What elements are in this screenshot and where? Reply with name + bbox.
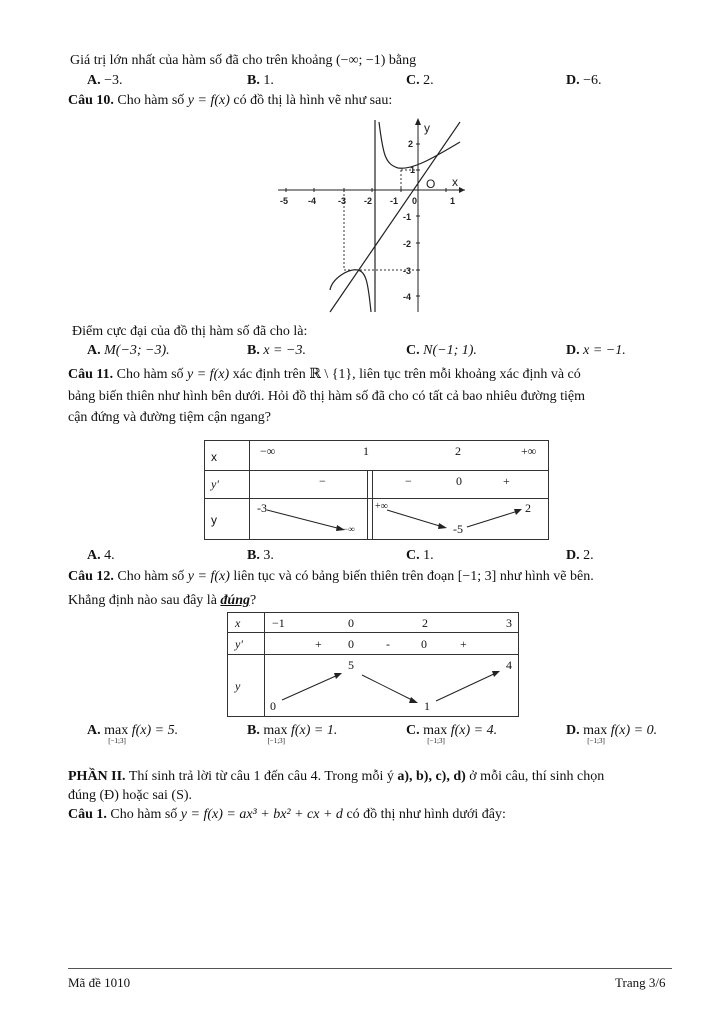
part2-intro: PHẦN II. Thí sinh trả lời từ câu 1 đến câu 4. Trong mỗi ý a), b), c), d) ở mỗi câu, thí sinh chọn	[68, 769, 605, 784]
x-tick-label: -5	[280, 196, 289, 206]
y-value: 5	[348, 658, 354, 672]
q10-option-a: A. M(−3; −3).	[87, 343, 170, 358]
q11-stem-line2: bảng biến thiên như hình bên dưới. Hỏi đồ thị hàm số đã cho có tất cả bao nhiêu đường tiệm	[68, 389, 585, 404]
yprime-sign: 0	[421, 637, 427, 651]
q11-option-b: B. 3.	[247, 548, 274, 563]
y-axis-label: y	[424, 121, 430, 135]
x-value: 2	[455, 444, 461, 458]
q12-variation-table	[227, 612, 519, 717]
part2-q1-stem: Câu 1. Cho hàm số y = f(x) = ax³ + bx² + cx + d có đồ thị như hình dưới đây:	[68, 807, 506, 822]
q10-graph	[270, 112, 470, 317]
row-yprime-label: y′	[211, 477, 219, 491]
q12-option-b: B. max[−1;3] f(x) = 1.	[247, 723, 338, 745]
q11-option-c: C. 1.	[406, 548, 434, 563]
row-x-label: x	[211, 450, 217, 464]
x-value: 1	[363, 444, 369, 458]
y-value: 1	[424, 699, 430, 713]
q9-option-c: C. 2.	[406, 73, 434, 88]
y-value: −∞	[343, 524, 355, 534]
q10-option-d: D. x = −1.	[566, 343, 626, 358]
x-value: −1	[272, 616, 285, 630]
q9-stem: Giá trị lớn nhất của hàm số đã cho trên khoảng (−∞; −1) bằng	[70, 53, 417, 68]
y-value: 4	[506, 658, 512, 672]
q10-question: Điểm cực đại của đồ thị hàm số đã cho là:	[72, 324, 308, 339]
row-y-label: y	[235, 679, 241, 693]
q12-table-arrows	[228, 613, 518, 716]
y-value: 0	[270, 699, 276, 713]
yprime-sign: +	[315, 637, 322, 651]
y-tick-label: -1	[403, 212, 412, 222]
y-tick-label: -3	[403, 266, 412, 276]
q11-stem: Câu 11. Cho hàm số y = f(x) xác định trên ℝ \ {1}, liên tục trên mỗi khoảng xác định và có	[68, 367, 581, 382]
q12-stem-line2: Khẳng định nào sau đây là đúng?	[68, 593, 257, 608]
y-tick-label: 2	[408, 139, 414, 149]
graph-right-branch	[379, 122, 460, 168]
graph-x-arrow	[459, 187, 465, 193]
y-tick-label: -4	[403, 292, 412, 302]
y-tick-label: 1	[410, 165, 416, 175]
page-number: Trang 3/6	[615, 975, 666, 990]
y-value: -5	[453, 522, 463, 536]
oblique-asymptote	[330, 122, 460, 312]
x-tick-label: 1	[450, 196, 456, 206]
q12-option-d: D. max[−1;3] f(x) = 0.	[566, 723, 658, 745]
x-value: −∞	[260, 444, 276, 458]
q11-variation-table	[204, 440, 549, 540]
yprime-sign: 0	[456, 474, 462, 488]
q9-option-a: A. −3.	[87, 73, 123, 88]
y-value: -3	[257, 501, 267, 515]
exam-code: Mã đề 1010	[68, 975, 131, 990]
q9-option-b: B. 1.	[247, 73, 274, 88]
y-tick-label: -2	[403, 239, 412, 249]
q12-option-a: A. max[−1;3] f(x) = 5.	[87, 723, 179, 745]
row-x-label: x	[235, 616, 241, 630]
y-value: +∞	[375, 501, 388, 512]
origin-label: O	[426, 177, 436, 191]
yprime-sign: +	[460, 637, 467, 651]
row-y-label: y	[211, 513, 217, 527]
yprime-sign: −	[319, 474, 326, 488]
q11-table-arrows	[205, 441, 548, 539]
q12-stem: Câu 12. Cho hàm số y = f(x) liên tục và có bảng biến thiên trên đoạn [−1; 3] như hình vẽ bên.	[68, 569, 594, 584]
x-value: 2	[422, 616, 428, 630]
x-value: +∞	[521, 444, 537, 458]
q11-option-d: D. 2.	[566, 548, 594, 563]
graph-left-branch	[330, 270, 371, 312]
part2-intro-line2: đúng (Đ) hoặc sai (S).	[68, 788, 193, 803]
q11-option-a: A. 4.	[87, 548, 115, 563]
row-yprime-label: y′	[235, 637, 243, 651]
x-tick-label: -1	[390, 196, 399, 206]
x-tick-label: -4	[308, 196, 317, 206]
x-tick-label: 0	[412, 196, 418, 206]
footer-divider	[68, 968, 672, 969]
q10-option-b: B. x = −3.	[247, 343, 306, 358]
x-tick-label: -3	[338, 196, 347, 206]
q10-option-c: C. N(−1; 1).	[406, 343, 477, 358]
y-value: 2	[525, 501, 531, 515]
x-axis-label: x	[452, 175, 458, 189]
q10-stem: Câu 10. Cho hàm số y = f(x) có đồ thị là hình vẽ như sau:	[68, 93, 393, 108]
yprime-sign: −	[405, 474, 412, 488]
x-value: 3	[506, 616, 512, 630]
x-value: 0	[348, 616, 354, 630]
x-tick-label: -2	[364, 196, 373, 206]
q12-option-c: C. max[−1;3] f(x) = 4.	[406, 723, 498, 745]
q9-option-d: D. −6.	[566, 73, 602, 88]
yprime-sign: -	[386, 637, 390, 651]
q11-stem-line3: cận đứng và đường tiệm cận ngang?	[68, 410, 271, 425]
yprime-sign: 0	[348, 637, 354, 651]
graph-y-arrow	[415, 118, 421, 125]
yprime-sign: +	[503, 474, 510, 488]
